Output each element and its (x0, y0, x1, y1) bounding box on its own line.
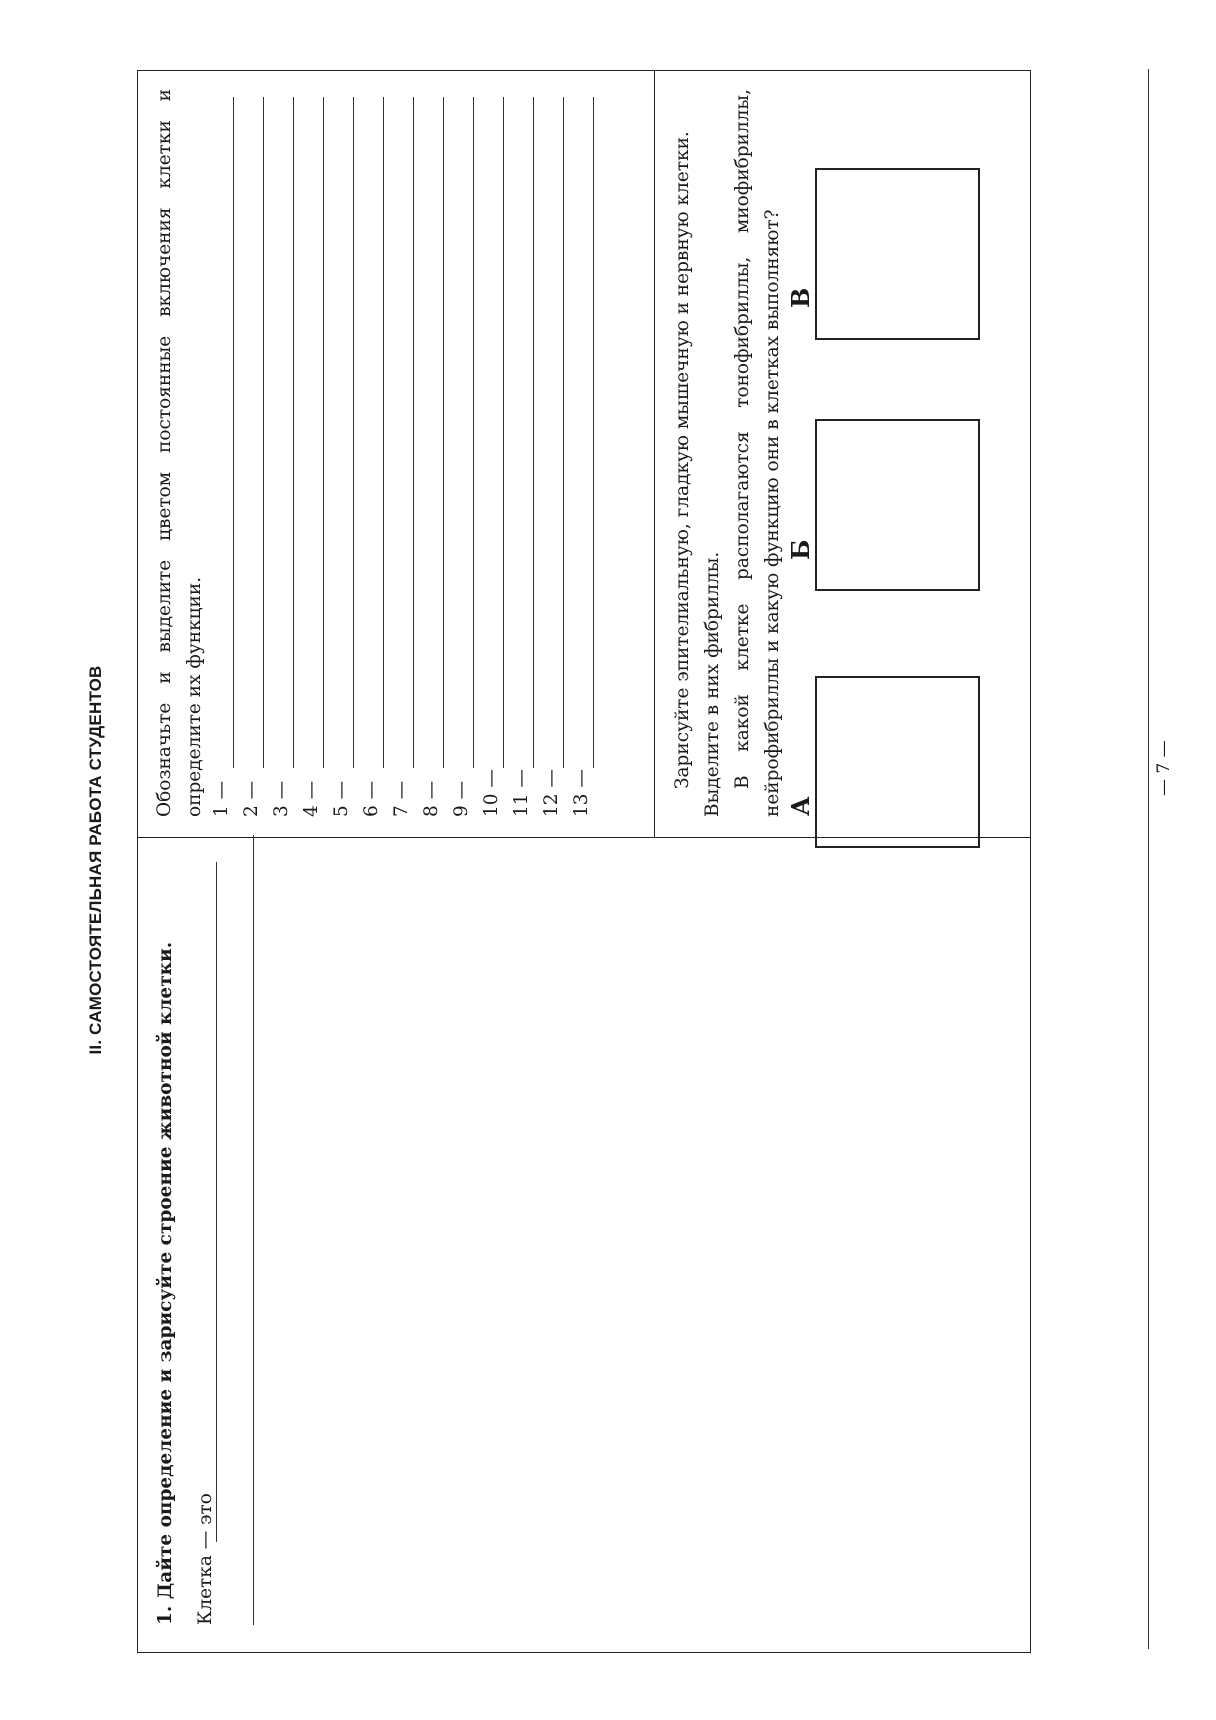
answer-line (413, 97, 414, 768)
numbered-answer-row[interactable] (331, 87, 361, 817)
numbered-answer-row[interactable] (451, 87, 481, 817)
footer-rule (1148, 69, 1149, 1649)
row-number: 2 — (241, 780, 262, 817)
row-number: 5 — (331, 780, 352, 817)
box-label-a: А (786, 796, 815, 816)
definition-answer-line[interactable] (216, 862, 217, 1542)
numbered-answer-row[interactable] (211, 87, 241, 817)
answer-line (473, 97, 474, 768)
answer-line (443, 97, 444, 768)
numbered-answer-row[interactable] (481, 87, 511, 817)
answer-line (563, 97, 564, 768)
row-number: 6 — (361, 780, 382, 817)
numbered-answer-row[interactable] (511, 87, 541, 817)
drawing-box-v[interactable] (815, 168, 980, 340)
drawing-box-a[interactable] (815, 676, 980, 848)
answer-line (383, 97, 384, 768)
answer-line (593, 97, 594, 768)
page-number: — 7 — (1154, 740, 1174, 796)
row-number: 9 — (451, 780, 472, 817)
numbered-answer-row[interactable] (241, 87, 271, 817)
numbered-answer-row[interactable] (271, 87, 301, 817)
task2-instruction: Выделите в них фибриллы. (702, 551, 723, 817)
row-number: 13 — (571, 769, 592, 817)
task2-instruction: Зарисуйте эпителиальную, гладкую мышечную и нервную клетки. (672, 131, 693, 789)
numbered-answer-row[interactable] (391, 87, 421, 817)
drawing-box-b[interactable] (815, 419, 980, 591)
row-number: 10 — (481, 769, 502, 817)
answer-line (293, 97, 294, 768)
numbered-answer-row[interactable] (301, 87, 331, 817)
answer-line (353, 97, 354, 768)
numbered-answer-row[interactable] (421, 87, 451, 817)
task1-title: 1. Дайте определение и зарисуйте строение животной клетки. (155, 941, 176, 1625)
numbered-answer-row[interactable] (361, 87, 391, 817)
answer-line (503, 97, 504, 768)
numbered-answer-row[interactable] (541, 87, 571, 817)
numbered-answer-row[interactable] (571, 87, 601, 817)
row-number: 11 — (511, 769, 532, 817)
row-number: 3 — (271, 780, 292, 817)
answer-line (533, 97, 534, 768)
row-number: 8 — (421, 780, 442, 817)
row-number: 7 — (391, 780, 412, 817)
row-number: 4 — (301, 780, 322, 817)
box-label-b: Б (786, 539, 815, 560)
right-column-divider (654, 71, 655, 838)
labels-instruction: Обозначьте и выделите цветом постоянные включения клетки и определите их функции. (154, 89, 205, 817)
definition-answer-line[interactable] (253, 835, 254, 1625)
definition-label: Клетка — это (195, 1493, 216, 1625)
box-label-v: В (786, 287, 815, 308)
row-number: 12 — (541, 769, 562, 817)
answer-line (323, 97, 324, 768)
section-title: II. САМОСТОЯТЕЛЬНАЯ РАБОТА СТУДЕНТОВ (86, 665, 105, 1055)
task2-text (668, 89, 788, 817)
answer-line (263, 97, 264, 768)
row-number: 1 — (211, 780, 232, 817)
answer-line (233, 97, 234, 768)
task2-question: В какой клетке располагаются тонофибриллы, миофибриллы, нейрофибриллы и какую функцию они в клетках выполняют? (732, 89, 783, 817)
